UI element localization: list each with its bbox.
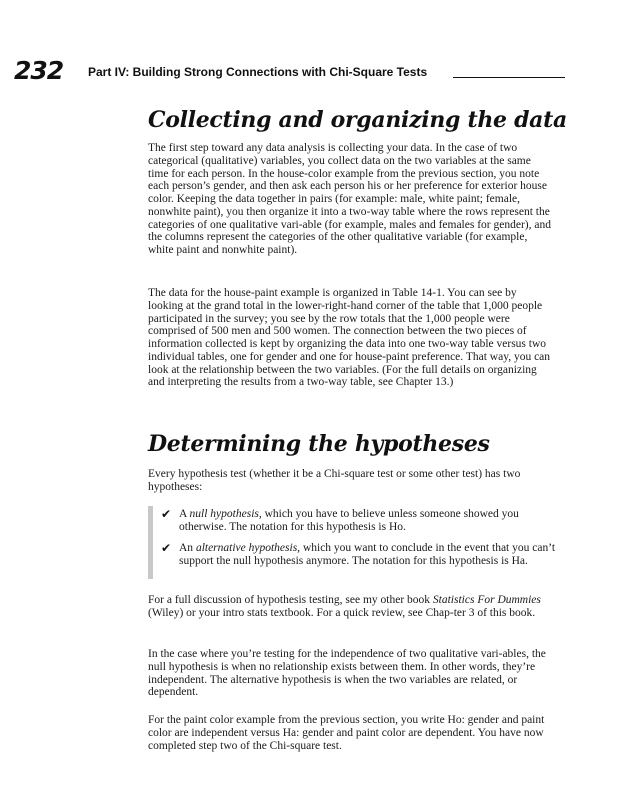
header-rule	[453, 77, 565, 78]
hypotheses-list	[148, 506, 557, 579]
paragraph-hypotheses-intro: Every hypothesis test (whether it be a Chi-square test or some other test) has two hypotheses:	[148, 468, 521, 493]
paragraph-independence: In the case where you’re testing for the independence of two qualitative vari-ables, the null hypothesis is when no relationship exists between them. In other words, they’re independent. The alternative hypothesis is when the two variables are related, or dependent.	[148, 648, 546, 699]
page-number: 232	[14, 56, 64, 85]
term-alternative-hypothesis: alternative hypothesis,	[195, 542, 301, 554]
checkmark-icon: ✔	[161, 541, 172, 555]
list-item-text: A null hypothesis, which you have to believe unless someone showed you otherwise. The notation for this hypothesis is Ho.	[179, 508, 519, 533]
paragraph-collecting-2: The data for the house-paint example is organized in Table 14-1. You can see by looking at the grand total in the lower-right-hand corner of the table that 1,000 people participated in the survey; you see by the row totals that the 1,000 people were comprised of 500 men and 500 women. The connection between the two pieces of information collected is kept by organizing the data into one two-way table versus two individual tables, one for gender and one for house-paint preference. That way, you can look at the relationship between the two variables. (For the full details on organizing and interpreting the results from a two-way table, see Chapter 13.)	[148, 287, 551, 389]
section-title-collecting: Collecting and organizing the data	[148, 107, 567, 133]
book-title: Statistics For Dummies	[432, 594, 541, 606]
paragraph-paint-example: For the paint color example from the previous section, you write Ho: gender and paint color are independent versus Ha: gender and paint color are dependent. You have now completed step two of the Chi-square test.	[148, 714, 545, 752]
term-null-hypothesis: null hypothesis,	[189, 508, 262, 520]
list-item-text: An alternative hypothesis, which you want to conclude in the event that you can’t support the null hypothesis anymore. The notation for this hypothesis is Ha.	[179, 542, 556, 567]
checkmark-icon: ✔	[161, 507, 172, 521]
paragraph-collecting-1: The first step toward any data analysis is collecting your data. In the case of two categorical (qualitative) variables, you collect data on the two variables at the same time for each person. In the house-color example from the previous section, you note each person’s gender, and then ask each person his or her preference for exterior house color. Keeping the data together in pairs (for example: male, white paint; female, nonwhite paint), you then organize it into a two-way table where the rows represent the categories of one qualitative vari-able (for example, males and females for gender), and the columns represent the categories of the other qualitative variable (for example, white paint and nonwhite paint).	[148, 142, 551, 256]
running-head: Part IV: Building Strong Connections with Chi-Square Tests	[88, 65, 428, 79]
section-title-hypotheses: Determining the hypotheses	[148, 431, 490, 457]
page-header	[14, 56, 554, 86]
paragraph-further-reading: For a full discussion of hypothesis testing, see my other book Statistics For Dummies (Wiley) or your intro stats textbook. For a quick review, see Chap-ter 3 of this book.	[148, 594, 541, 619]
